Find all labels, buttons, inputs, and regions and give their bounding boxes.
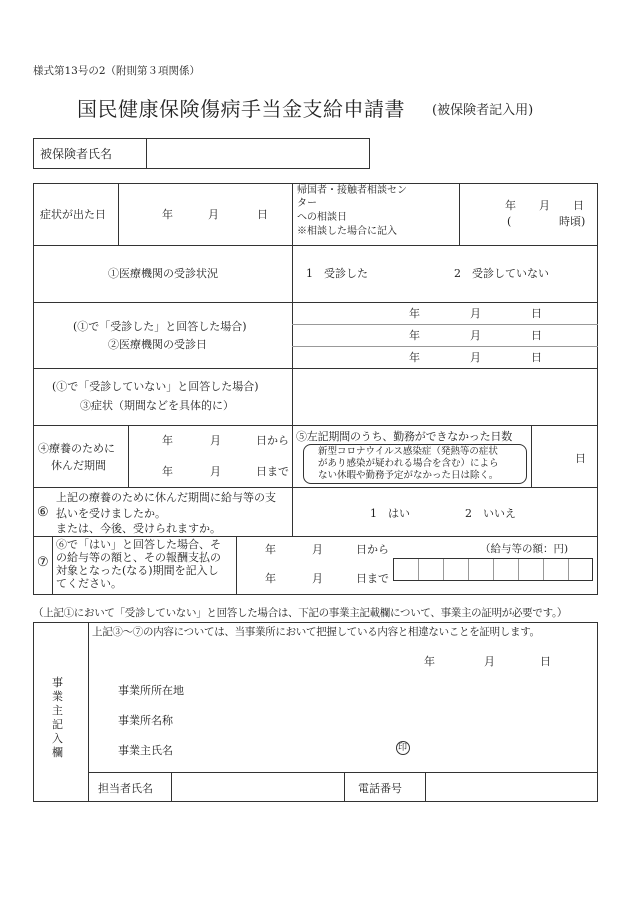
q7-from-date[interactable]: 年 月 日から (265, 543, 389, 556)
form-reference: 様式第13号の2（附則第３項関係） (33, 65, 201, 77)
q4-to-date[interactable]: 年 月 日まで (162, 465, 289, 478)
q6-label-line2: 払いを受けましたか。 (56, 507, 166, 520)
q5-label: ⑤左記期間のうち、勤務ができなかった日数 (296, 430, 512, 443)
q2-date-field-1[interactable]: 年 月 日 (409, 307, 542, 320)
q1-option-visited[interactable]: 1 受診した (306, 267, 368, 280)
q6-option-yes[interactable]: 1 はい (370, 507, 410, 520)
phone-field[interactable] (427, 774, 596, 800)
q1-option-not-visited[interactable]: 2 受診していない (454, 267, 549, 280)
employer-certify-text: 上記③～⑦の内容については、当事業所において把握している内容と相違ないことを証明します。 (92, 626, 540, 638)
q7-number: ⑦ (37, 555, 49, 570)
q3-label: ③症状（期間などを具体的に） (80, 399, 234, 412)
employer-address-label: 事業所所在地 (118, 684, 184, 697)
q2-label: ②医療機関の受診日 (108, 338, 207, 351)
employer-owner-name-field[interactable] (200, 740, 390, 760)
contact-name-label: 担当者氏名 (98, 782, 153, 795)
q7-to-date[interactable]: 年 月 日まで (265, 572, 389, 585)
q1-label: ①医療機関の受診状況 (108, 267, 218, 280)
phone-label: 電話番号 (358, 782, 402, 795)
consultation-date-field[interactable]: 年 月 日 ( 時頃) (505, 199, 586, 228)
q4-label-line2: 休んだ期間 (51, 459, 106, 472)
employer-owner-name-label: 事業主氏名 (118, 744, 173, 757)
q7-label-line3: 対象となった(なる)期間を記入し (56, 564, 219, 577)
q4-from-date[interactable]: 年 月 日から (162, 434, 289, 447)
q6-label-line1: 上記の療養のために休んだ期間に給与等の支 (56, 491, 276, 504)
q2-label-condition: (①で「受診した」と回答した場合) (73, 320, 247, 333)
symptom-date-field[interactable]: 年 月 日 (162, 208, 268, 221)
insured-name-field[interactable] (150, 142, 365, 166)
seal-icon: 印 (396, 741, 410, 755)
employer-note: （上記①において「受診していない」と回答した場合は、下記の事業主記載欄について、事業主の証明が必要です。） (33, 607, 568, 619)
form-subtitle: (被保険者記入用) (432, 103, 534, 118)
q2-date-field-3[interactable]: 年 月 日 (409, 351, 542, 364)
q3-label-condition: (①で「受診していない」と回答した場合) (52, 380, 259, 393)
q6-option-no[interactable]: 2 いいえ (465, 507, 516, 520)
q5-days-field[interactable]: 日 (575, 452, 586, 465)
q7-label-line1: ⑥で「はい」と回答した場合、そ (56, 538, 221, 551)
q7-label-line2: の給与等の額と、その報酬支払の (56, 551, 221, 564)
q4-label-line1: ④療養のために (38, 442, 115, 455)
employer-address-field[interactable] (200, 680, 580, 700)
employer-date-field[interactable]: 年 月 日 (424, 655, 551, 668)
employer-office-name-label: 事業所名称 (118, 714, 173, 727)
q6-label-line3: または、今後、受けられますか。 (56, 522, 221, 535)
contact-name-field[interactable] (173, 774, 342, 800)
employer-office-name-field[interactable] (200, 710, 580, 730)
q7-label-line4: てください。 (56, 577, 122, 590)
symptom-date-label: 症状が出た日 (40, 208, 106, 221)
q5-note-box: 新型コロナウイルス感染症（発熱等の症状 があり感染が疑われる場合を含む）によら ない休暇や勤務予定がなかった日は除く。 (303, 444, 527, 484)
q3-symptom-field[interactable] (296, 372, 594, 421)
form-title: 国民健康保険傷病手当金支給申請書 (77, 97, 405, 121)
insured-name-label: 被保険者氏名 (40, 147, 113, 161)
q2-date-field-2[interactable]: 年 月 日 (409, 329, 542, 342)
q6-number: ⑥ (37, 505, 49, 520)
q7-amount-label: （給与等の額：円) (480, 543, 569, 555)
